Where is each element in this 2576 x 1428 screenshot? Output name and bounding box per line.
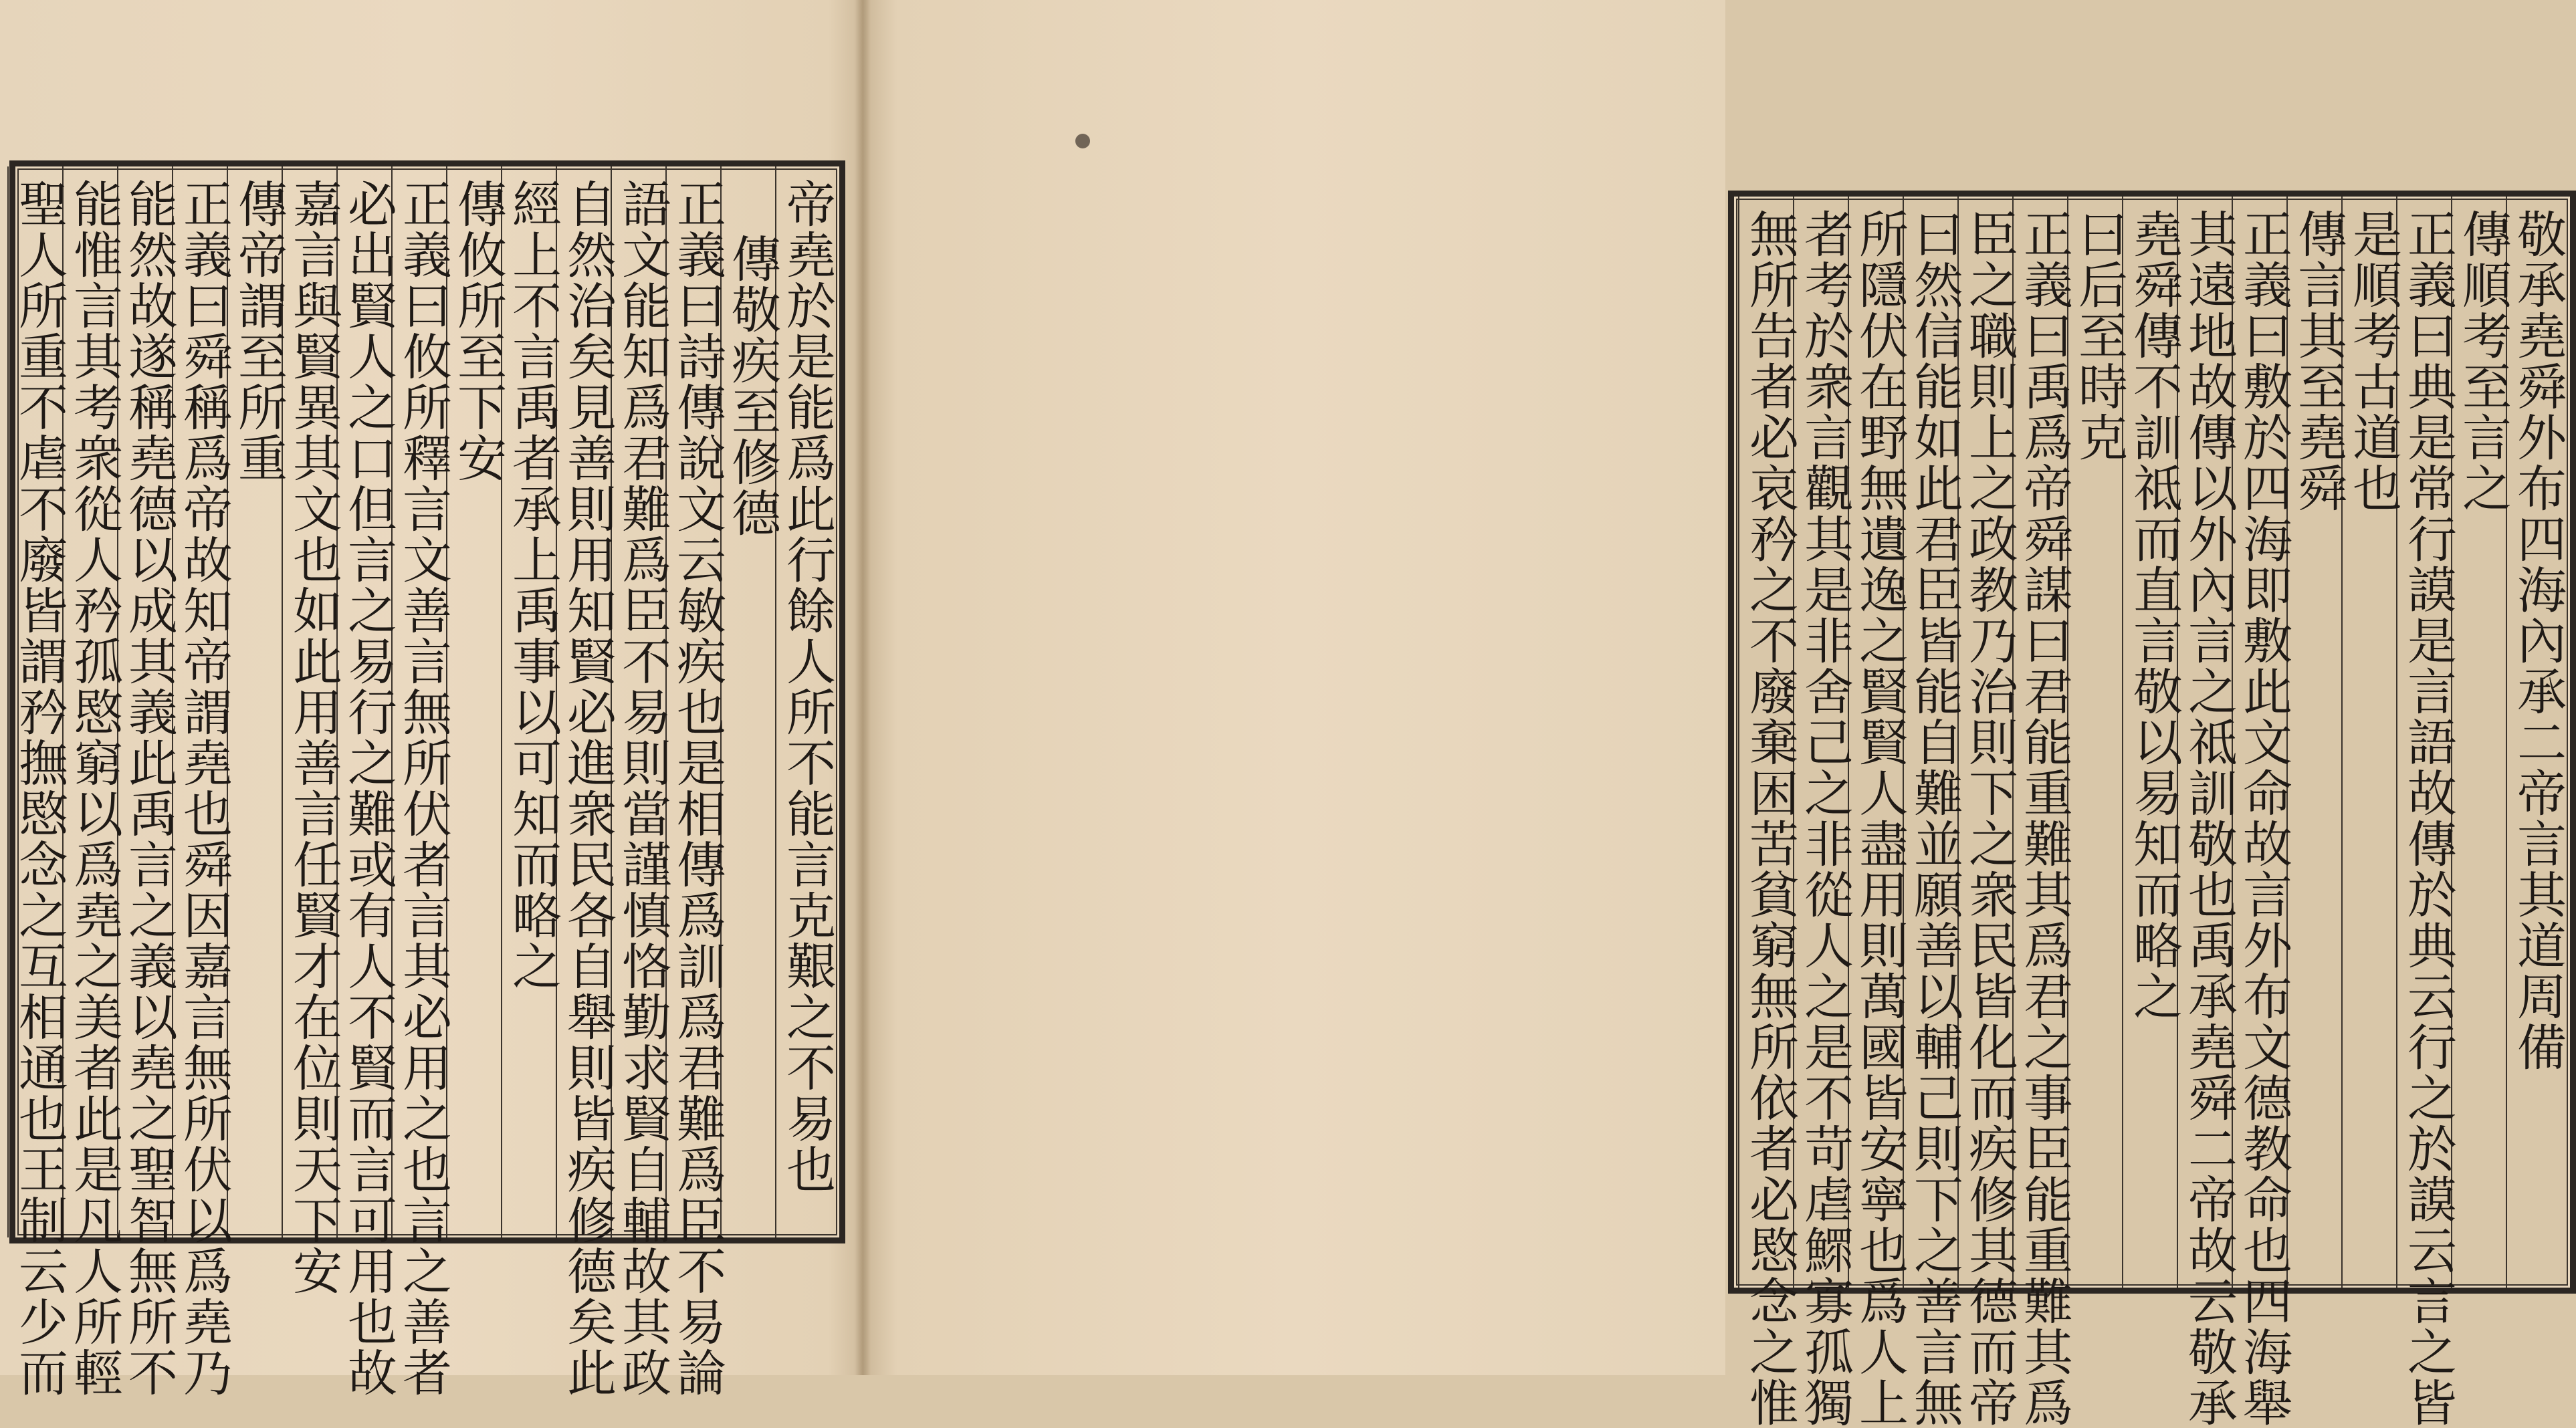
column-text: 傳攸所至下安 xyxy=(449,178,507,483)
column-text: 堯舜傳不訓祗而直言敬以易知而略之 xyxy=(2125,209,2183,1022)
column-text: 傳敬疾至修德 xyxy=(724,233,781,538)
text-column xyxy=(7,166,72,1398)
text-column xyxy=(2232,197,2296,1428)
text-column xyxy=(117,166,181,1398)
text-column xyxy=(336,166,401,1398)
text-column xyxy=(775,166,839,1237)
column-text: 傳帝謂至所重 xyxy=(230,178,288,483)
text-column xyxy=(446,166,510,1237)
column-text: 自然治矣見善則用知賢必進衆民各自舉則皆疾修德矣此 xyxy=(559,178,617,1398)
column-text: 曰后至時克 xyxy=(2070,209,2128,463)
column-text: 正義曰敷於四海即敷此文命故言外布文德教命也四海舉 xyxy=(2235,209,2292,1428)
column-text: 必出賢人之口但言之易行之難或有人不賢而言可用也故 xyxy=(340,178,397,1398)
text-column xyxy=(62,166,126,1398)
text-column xyxy=(2067,197,2131,1288)
column-text: 曰然信能如此君臣皆能自難並願善以輔己則下之善言無 xyxy=(1906,209,1963,1428)
column-text: 帝堯於是能爲此行餘人所不能言克艱之不易也 xyxy=(778,178,836,1195)
column-text: 所隱伏在野無遺逸之賢賢人盡用則萬國皆安寧也爲人上 xyxy=(1851,209,1909,1428)
text-column xyxy=(2177,197,2241,1428)
text-column xyxy=(227,166,291,1237)
text-column xyxy=(391,166,455,1398)
text-column xyxy=(720,166,784,1237)
column-text: 者考於衆言觀其是非舍己之非從人之是不苛虐鰥寡孤獨 xyxy=(1796,209,1854,1428)
text-column xyxy=(501,166,565,1237)
column-text: 正義曰典是常行謨是言語故傳於典云行之於謨云言之皆 xyxy=(2399,209,2457,1428)
text-column xyxy=(2451,197,2515,1288)
column-text: 其遠地故傳以外內言之祗訓敬也禹承堯舜二帝故云敬承 xyxy=(2180,209,2238,1428)
column-text: 正義曰詩傳說文云敏疾也是相傳爲訓爲君難爲臣不易論 xyxy=(669,178,726,1398)
text-column xyxy=(611,166,675,1398)
text-column xyxy=(1848,197,1912,1428)
column-text: 能然故遂稱堯德以成其義此禹言之義以堯之聖智無所不 xyxy=(120,178,178,1398)
text-column xyxy=(556,166,620,1398)
text-column xyxy=(1738,197,1802,1428)
column-text: 正義曰舜稱爲帝故知帝謂堯也舜因嘉言無所伏以爲堯乃 xyxy=(175,178,233,1398)
column-text: 傳言其至堯舜 xyxy=(2290,209,2347,513)
text-column xyxy=(1903,197,1967,1428)
right-page-frame xyxy=(1728,191,2576,1428)
column-text: 正義曰禹爲帝舜謀曰君能重難其爲君之事臣能重難其爲 xyxy=(2016,209,2073,1428)
text-column xyxy=(2012,197,2076,1428)
column-text: 正義曰攸所釋言文善言無所伏者言其必用之也言之善者 xyxy=(395,178,452,1398)
text-column xyxy=(172,166,236,1398)
text-column xyxy=(2122,197,2186,1288)
column-text: 傳順考至言之 xyxy=(2454,209,2512,513)
text-column xyxy=(1793,197,1857,1428)
text-column xyxy=(1957,197,2022,1428)
column-text: 經上不言禹者承上禹事以可知而略之 xyxy=(504,178,562,991)
left-page-frame xyxy=(9,160,845,1398)
column-text: 能惟言其考衆從人矜孤愍窮以爲堯之美者此是凡人所輕 xyxy=(66,178,123,1398)
column-text: 嘉言與賢異其文也如此用善言任賢才在位則天下安 xyxy=(285,178,342,1296)
text-column xyxy=(2286,197,2351,1288)
text-column xyxy=(665,166,730,1398)
right-page xyxy=(864,0,2567,1428)
column-text: 臣之職則上之政教乃治則下之衆民皆化而疾修其德而帝 xyxy=(1961,209,2018,1428)
text-column xyxy=(2396,197,2460,1428)
text-column xyxy=(282,166,346,1296)
column-text: 是順考古道也 xyxy=(2345,209,2402,513)
column-text: 語文能知爲君難爲臣不易則當謹慎恪勤求賢自輔故其政 xyxy=(614,178,671,1398)
column-text: 無所告者必哀矜之不廢棄困苦貧窮無所依者必愍念之惟 xyxy=(1741,209,1799,1428)
column-text: 敬承堯舜外布四海內承二帝言其道周備 xyxy=(2509,209,2567,1072)
ink-stain xyxy=(1075,134,1090,148)
text-column xyxy=(2506,197,2570,1288)
column-text: 聖人所重不虐不廢皆謂矜撫愍念之互相通也王制云少而 xyxy=(11,178,68,1398)
text-column xyxy=(2341,197,2405,1288)
left-page xyxy=(0,0,861,1398)
